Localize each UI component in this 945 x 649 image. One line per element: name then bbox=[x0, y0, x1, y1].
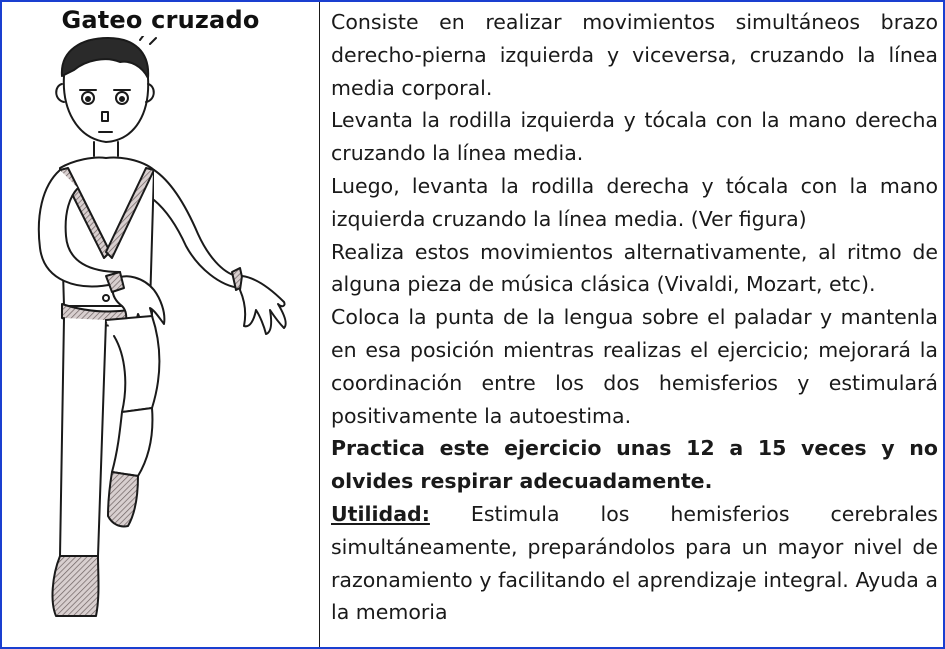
boy-crossing-arm-to-knee-illustration bbox=[2, 36, 319, 647]
paragraph-step-2: Luego, levanta la rodilla derecha y tócala con la mano izquierda cruzando la línea media. (Ver figura) bbox=[331, 173, 938, 231]
paragraph-step-1: Levanta la rodilla izquierda y tócala con la mano derecha cruzando la línea media. bbox=[331, 108, 938, 166]
utility-label: Utilidad: bbox=[331, 501, 430, 526]
instructions-text bbox=[331, 6, 938, 629]
exercise-title: Gateo cruzado bbox=[61, 6, 260, 34]
paragraph-repetitions: Practica este ejercicio unas 12 a 15 veces y no olvides respirar adecuadamente. bbox=[331, 436, 938, 494]
paragraph-step-3: Realiza estos movimientos alternativamente, al ritmo de alguna pieza de música clásica (Vivaldi, Mozart, etc). bbox=[331, 239, 938, 297]
paragraph-utility bbox=[331, 498, 938, 629]
illustration-panel bbox=[2, 2, 320, 647]
paragraph-description: Consiste en realizar movimientos simultáneos brazo derecho-pierna izquierda y viceversa, cruzando la línea media corporal. bbox=[331, 10, 938, 100]
utility-text: Estimula los hemisferios cerebrales simultáneamente, preparándolos para un mayor nivel de razonamiento y facilitando el aprendizaje integral. Ayuda a la memoria bbox=[331, 501, 938, 625]
paragraph-step-4: Coloca la punta de la lengua sobre el paladar y mantenla en esa posición mientras realizas el ejercicio; mejorará la coordinación entre los dos hemisferios y estimulará positivamente la autoestima. bbox=[331, 305, 938, 428]
